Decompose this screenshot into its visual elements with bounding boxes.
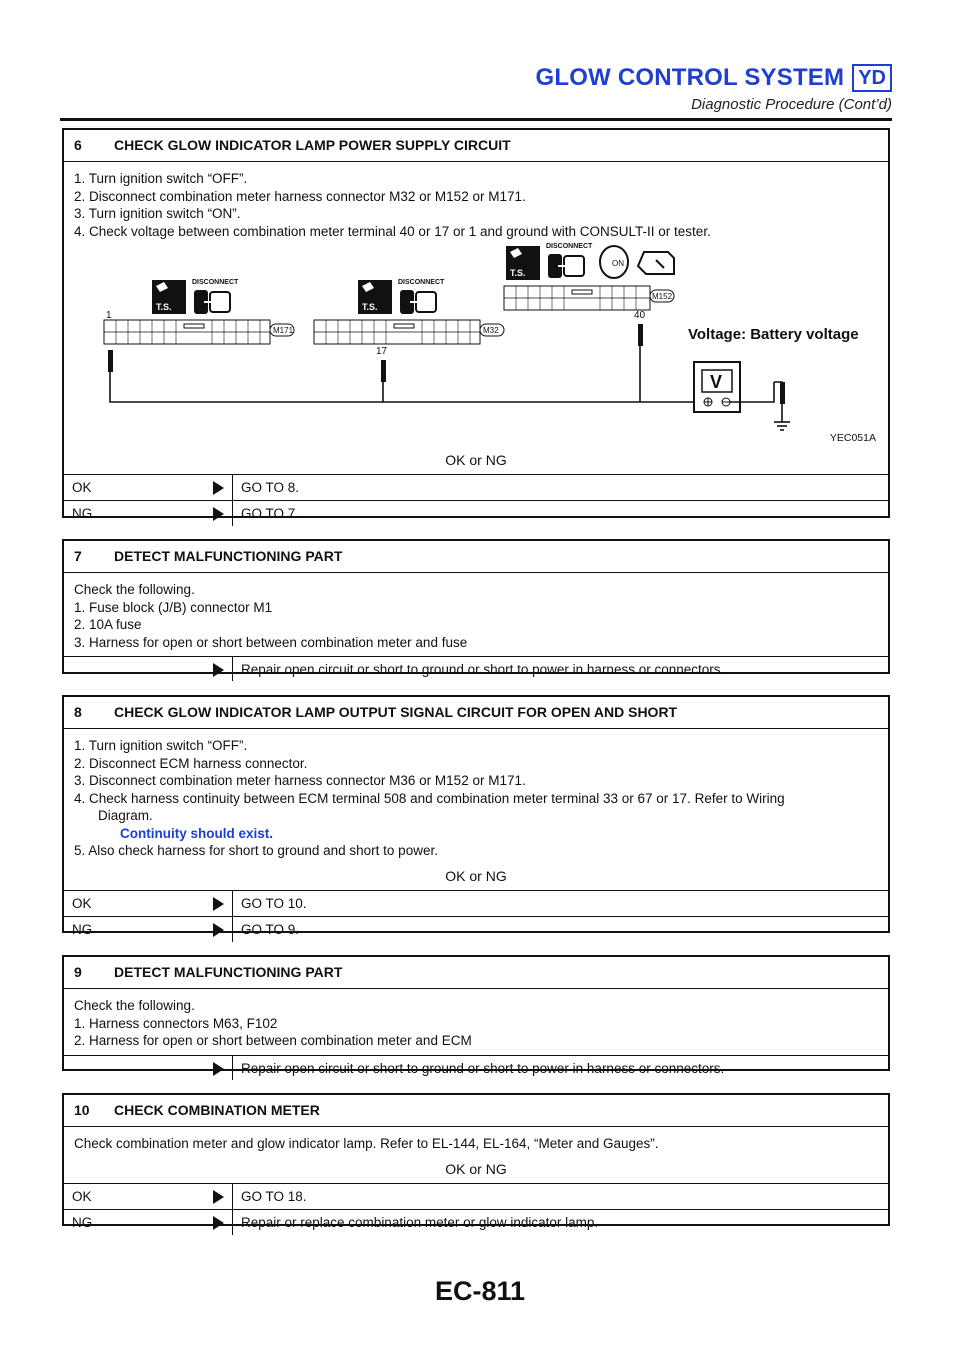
connector-m171 — [104, 310, 294, 344]
result-label: NG — [72, 921, 93, 937]
instruction-line: 1. Harness connectors M63, F102 — [74, 1015, 278, 1031]
step-6-body — [64, 162, 888, 444]
instruction-line: 2. 10A fuse — [74, 617, 142, 632]
result-action: GO TO 7. — [232, 501, 888, 526]
step-7-block — [62, 539, 890, 677]
step-number: 8 — [74, 704, 82, 720]
result-action: GO TO 8. — [232, 475, 888, 500]
ts-disconnect-icon — [358, 279, 445, 314]
arrow-right-icon — [213, 1190, 224, 1204]
result-label: NG — [72, 1214, 93, 1230]
svg-text:M32: M32 — [483, 326, 499, 335]
result-row — [64, 656, 888, 681]
step-9-block — [62, 955, 890, 1076]
svg-text:M152: M152 — [652, 292, 673, 301]
connector-m152 — [504, 286, 674, 321]
ok-or-ng: OK or NG — [445, 1160, 507, 1177]
result-row — [64, 1183, 888, 1209]
ignition-key-icon — [600, 246, 628, 278]
header-rule — [60, 118, 892, 121]
svg-text:DISCONNECT: DISCONNECT — [398, 279, 445, 286]
svg-text:ON: ON — [612, 259, 624, 268]
spec-highlight: Continuity should exist. — [120, 825, 274, 841]
step-title: DETECT MALFUNCTIONING PART — [114, 964, 343, 980]
step-number: 6 — [74, 137, 82, 153]
result-row — [64, 500, 888, 526]
result-row — [64, 474, 888, 500]
step-6-header — [64, 130, 888, 162]
instruction-line-cont: Diagram. — [98, 808, 153, 823]
step-8-body — [64, 729, 888, 860]
instruction-line: 3. Disconnect combination meter harness connector M36 or M152 or M171. — [74, 773, 526, 788]
step-10-body — [64, 1127, 888, 1153]
svg-text:DISCONNECT: DISCONNECT — [546, 243, 593, 250]
svg-text:M171: M171 — [273, 326, 294, 335]
result-action: GO TO 9. — [232, 917, 888, 942]
result-row — [64, 1055, 888, 1080]
page-number: EC-811 — [434, 1276, 526, 1306]
connector-m32 — [314, 320, 504, 357]
result-label-cell — [64, 1056, 232, 1080]
svg-text:T.S.: T.S. — [362, 302, 378, 312]
result-row — [64, 890, 888, 916]
result-row — [64, 1209, 888, 1235]
step-10-header — [64, 1095, 888, 1127]
instruction-line: Check combination meter and glow indicator lamp. Refer to EL-144, EL-164, “Meter and Gauges”. — [74, 1136, 659, 1151]
voltage-spec: Voltage: Battery voltage — [688, 326, 859, 343]
result-label: OK — [72, 895, 92, 911]
step-10-block — [62, 1093, 890, 1230]
step-7-header — [64, 541, 888, 573]
result-label-cell — [64, 475, 232, 500]
instruction-line: 1. Turn ignition switch “OFF”. — [74, 738, 248, 753]
instruction-line: 2. Harness for open or short between combination meter and ECM — [74, 1033, 472, 1048]
result-label-cell — [64, 1210, 232, 1235]
step-number: 10 — [74, 1102, 90, 1118]
arrow-right-icon — [213, 1062, 224, 1076]
result-label-cell — [64, 891, 232, 916]
step-title: CHECK COMBINATION METER — [114, 1102, 320, 1118]
svg-text:DISCONNECT: DISCONNECT — [192, 279, 239, 286]
ok-or-ng: OK or NG — [445, 452, 507, 468]
instruction-line: 3. Turn ignition switch “ON”. — [74, 206, 241, 221]
step-9-body — [64, 989, 888, 1055]
result-label-cell — [64, 501, 232, 526]
ground-icon — [774, 422, 790, 430]
result-action: Repair open circuit or short to ground or short to power in harness or connectors. — [232, 657, 888, 681]
page-header — [60, 64, 892, 116]
svg-text:17: 17 — [376, 346, 388, 357]
instruction-line: 3. Harness for open or short between combination meter and fuse — [74, 634, 468, 650]
result-row — [64, 916, 888, 942]
svg-text:1: 1 — [106, 310, 112, 321]
svg-text:T.S.: T.S. — [156, 302, 172, 312]
instruction-line: 2. Disconnect combination meter harness connector M32 or M152 or M171. — [74, 188, 526, 204]
arrow-right-icon — [213, 1216, 224, 1230]
arrow-right-icon — [213, 897, 224, 911]
arrow-right-icon — [213, 663, 224, 677]
instruction-line: 4. Check voltage between combination meter terminal 40 or 17 or 1 and ground with CONSULT-II or tester. — [74, 223, 711, 239]
instruction-line: 4. Check harness continuity between ECM terminal 508 and combination meter terminal 33 or 67 or 17. Refer to Wiring — [74, 790, 785, 806]
result-action: Repair or replace combination meter or glow indicator lamp. — [232, 1210, 888, 1235]
ts-disconnect-icon — [506, 243, 593, 280]
engine-icon — [638, 252, 674, 274]
step-number: 9 — [74, 964, 82, 980]
result-label: OK — [72, 480, 92, 495]
wiring-diagram — [74, 242, 878, 444]
instruction-line: Check the following. — [74, 582, 195, 597]
instruction-line: 1. Fuse block (J/B) connector M1 — [74, 599, 273, 615]
arrow-right-icon — [213, 507, 224, 521]
step-6-block — [62, 128, 890, 521]
instruction-line: Check the following. — [74, 998, 195, 1013]
result-label-cell — [64, 917, 232, 942]
figure-code: YEC051A — [829, 432, 876, 444]
svg-text:V: V — [710, 372, 723, 392]
arrow-right-icon — [213, 481, 224, 495]
result-action: GO TO 10. — [232, 891, 888, 916]
step-8-block — [62, 695, 890, 937]
result-action: GO TO 18. — [232, 1184, 888, 1209]
step-number: 7 — [74, 548, 82, 564]
ts-disconnect-icon — [152, 279, 239, 314]
result-label: OK — [72, 1188, 92, 1204]
instruction-line: 2. Disconnect ECM harness connector. — [74, 755, 308, 771]
voltmeter-icon — [694, 362, 774, 412]
instruction-line: 1. Turn ignition switch “OFF”. — [74, 171, 248, 186]
arrow-right-icon — [213, 923, 224, 937]
ok-or-ng: OK or NG — [445, 867, 507, 884]
result-action: Repair open circuit or short to ground or short to power in harness or connectors. — [232, 1056, 888, 1080]
result-label-cell — [64, 657, 232, 681]
section-subtitle: Diagnostic Procedure (Cont’d) — [691, 96, 892, 113]
step-8-header — [64, 697, 888, 729]
step-title: DETECT MALFUNCTIONING PART — [114, 548, 343, 564]
instruction-line: 5. Also check harness for short to ground and short to power. — [74, 843, 438, 858]
title-line — [536, 64, 892, 92]
result-label: NG — [72, 506, 93, 521]
result-label-cell — [64, 1184, 232, 1209]
step-title: CHECK GLOW INDICATOR LAMP OUTPUT SIGNAL CIRCUIT FOR OPEN AND SHORT — [114, 704, 678, 720]
svg-text:T.S.: T.S. — [510, 268, 526, 278]
step-9-header — [64, 957, 888, 989]
engine-badge: YD — [852, 64, 892, 92]
section-title: GLOW CONTROL SYSTEM — [535, 64, 845, 91]
step-7-body — [64, 573, 888, 656]
step-title: CHECK GLOW INDICATOR LAMP POWER SUPPLY CIRCUIT — [114, 137, 511, 153]
svg-text:40: 40 — [634, 310, 646, 321]
